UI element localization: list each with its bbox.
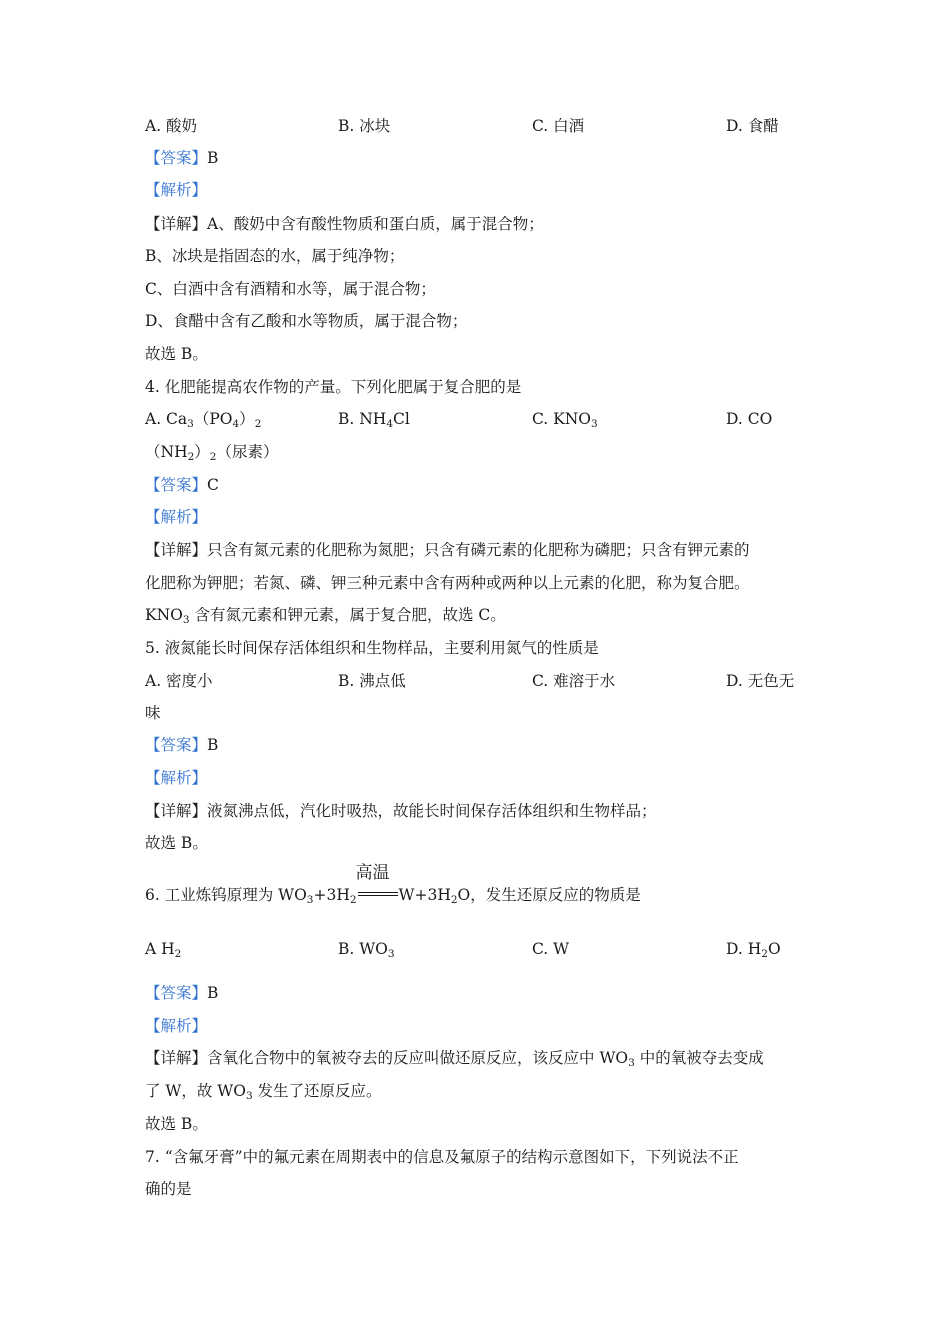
q6-detail-line-1: 【详解】含氧化合物中的氧被夺去的反应叫做还原反应，该反应中 $WO_3$ 中的氧被夺去变成 — [145, 1049, 764, 1069]
q3-option-c: C. 白酒 — [532, 117, 585, 135]
answer-tag: 【答案】 — [145, 984, 208, 1002]
q4-option-d: D. CO — [726, 410, 773, 428]
q3-detail-line-4: D、食醋中含有乙酸和水等物质，属于混合物； — [145, 312, 468, 330]
q5-answer — [145, 734, 218, 756]
q5-option-a: A. 密度小 — [145, 672, 213, 690]
reaction-condition: 高温 — [355, 863, 390, 883]
q4-option-b: B. $NH_4Cl$ — [338, 410, 410, 430]
q3-option-b: B. 冰块 — [338, 117, 391, 135]
q4-detail-line-2: 化肥称为钾肥；若氮、磷、钾三种元素中含有两种或两种以上元素的化肥，称为复合肥。 — [145, 574, 750, 592]
answer-value: B — [207, 736, 219, 754]
reaction-arrow — [355, 863, 398, 906]
q6-option-b: B. $WO_3$ — [338, 940, 395, 960]
detail-text: A、酸奶中含有酸性物质和蛋白质，属于混合物； — [207, 215, 544, 233]
analysis-tag: 【解析】 — [145, 769, 208, 787]
answer-value: B — [207, 149, 219, 167]
q3-option-d: D. 食醋 — [726, 117, 779, 135]
analysis-tag: 【解析】 — [145, 181, 208, 199]
q4-detail-line-1 — [145, 539, 750, 561]
q6-option-a: A $H_2$ — [145, 940, 182, 960]
detail-text: 只含有氮元素的化肥称为氮肥；只含有磷元素的化肥称为磷肥；只含有钾元素的 — [207, 541, 750, 559]
q3-detail-line-2: B、冰块是指固态的水，属于纯净物； — [145, 247, 405, 265]
q6-answer — [145, 982, 218, 1004]
answer-tag: 【答案】 — [145, 149, 208, 167]
answer-tag: 【答案】 — [145, 476, 208, 494]
q3-conclusion: 故选 B。 — [145, 345, 208, 363]
q4-question: 4. 化肥能提高农作物的产量。下列化肥属于复合肥的是 — [145, 378, 522, 396]
q6-conclusion: 故选 B。 — [145, 1115, 208, 1133]
q4-option-c: C. $KNO_3$ — [532, 410, 598, 430]
q4-option-d-continued: $(NH_2)_2$（尿素） — [145, 443, 279, 463]
q3-detail-line-3: C、白酒中含有酒精和水等，属于混合物； — [145, 280, 436, 298]
q3-option-a: A. 酸奶 — [145, 117, 198, 135]
q6-detail-line-2: 了 W，故 $WO_3$ 发生了还原反应。 — [145, 1082, 382, 1102]
q5-question: 5. 液氮能长时间保存活体组织和生物样品，主要利用氮气的性质是 — [145, 639, 599, 657]
analysis-tag: 【解析】 — [145, 508, 208, 526]
q5-analysis — [145, 767, 207, 789]
q6-question: 6. 工业炼钨原理为 $WO_3+3H_2$ 高温 $W+3H_2O$，发生还原反应的物质是 — [145, 863, 641, 906]
q6-option-c: C. W — [532, 940, 570, 958]
q5-option-c: C. 难溶于水 — [532, 672, 616, 690]
q6-option-d: D. $H_2O$ — [726, 940, 781, 960]
detail-tag: 【详解】 — [145, 802, 208, 820]
q3-detail-line-1 — [145, 213, 544, 235]
q5-option-d: D. 无色无 — [726, 672, 795, 690]
q3-answer — [145, 147, 218, 169]
q5-conclusion: 故选 B。 — [145, 834, 208, 852]
q5-detail-line-1 — [145, 800, 657, 822]
detail-tag: 【详解】 — [145, 215, 208, 233]
detail-tag: 【详解】 — [145, 1049, 208, 1067]
analysis-tag: 【解析】 — [145, 1017, 208, 1035]
answer-value: C — [207, 476, 219, 494]
q4-analysis — [145, 506, 207, 528]
q3-analysis — [145, 179, 207, 201]
q7-question-line-1: 7. “含氟牙膏”中的氟元素在周期表中的信息及氟原子的结构示意图如下，下列说法不正 — [145, 1148, 739, 1166]
answer-value: B — [207, 984, 219, 1002]
q4-option-a: A. $Ca_3(PO_4)_2$ — [145, 410, 262, 430]
q5-option-b: B. 沸点低 — [338, 672, 406, 690]
q5-option-d-continued: 味 — [145, 704, 161, 722]
q6-analysis — [145, 1015, 207, 1037]
detail-text: 液氮沸点低，汽化时吸热，故能长时间保存活体组织和生物样品； — [207, 802, 657, 820]
q4-answer — [145, 474, 219, 496]
q7-question-line-2: 确的是 — [145, 1180, 192, 1198]
detail-tag: 【详解】 — [145, 541, 208, 559]
answer-tag: 【答案】 — [145, 736, 208, 754]
q4-detail-line-3: $KNO_3$ 含有氮元素和钾元素，属于复合肥，故选 C。 — [145, 606, 506, 626]
